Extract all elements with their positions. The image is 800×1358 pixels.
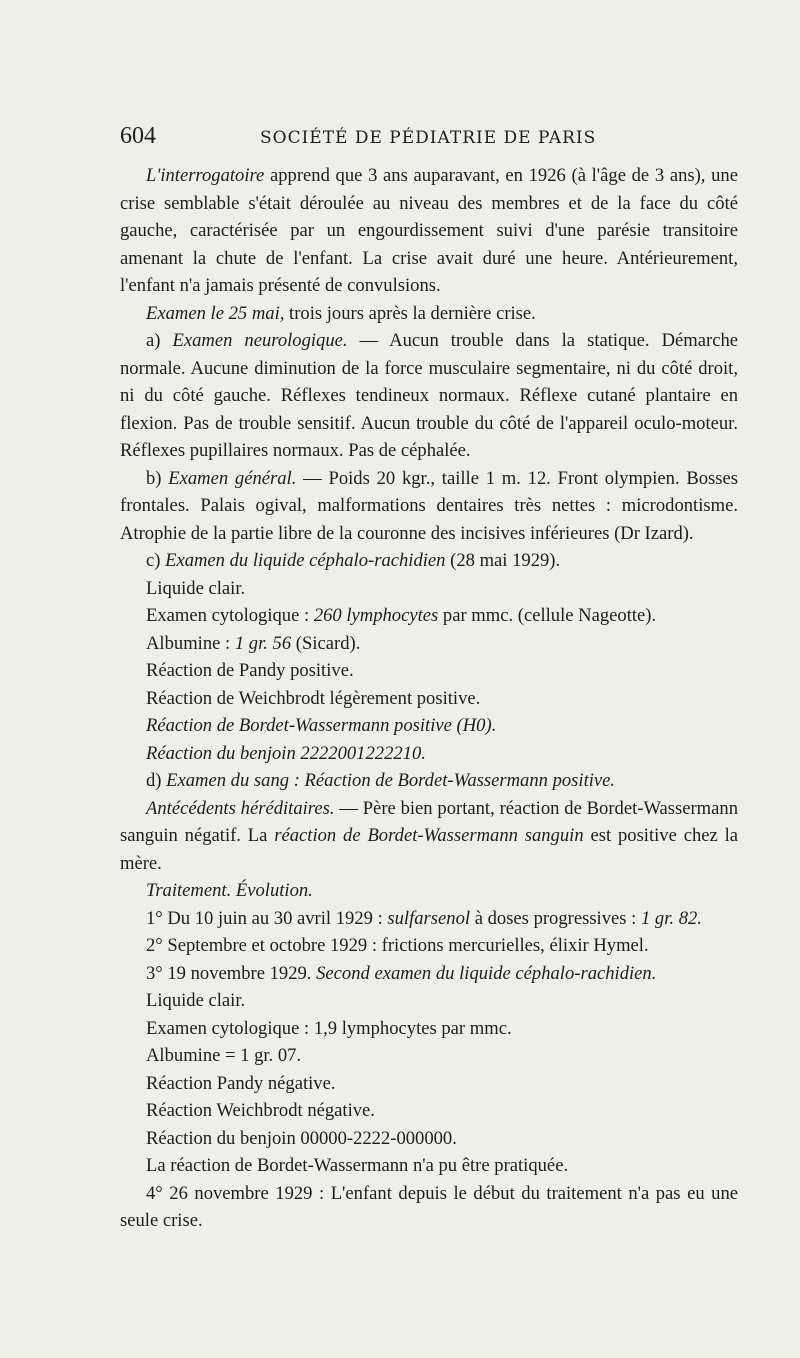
italic-term: Examen du liquide céphalo-rachidien — [165, 550, 446, 571]
text-line — [120, 960, 738, 988]
italic-term: Second examen du liquide céphalo-rachidien. — [316, 962, 657, 984]
text-span: — Aucun trouble dans la statique. Démarche normale. Aucune diminution de la force musculaire segmentaire, ni du côté droit, ni du côté gauche. Réflexes tendineux normaux. Réflexe cutané plantaire en flexion. Pas de trouble sensitif. Aucun trouble du côté de l'appareil oculo-moteur. Réflexes pupillaires normaux. Pas de céphalée. — [120, 330, 739, 461]
text-span: trois jours après la dernière crise. — [284, 302, 536, 324]
text-span: d) — [146, 770, 167, 791]
text-line: Liquide clair. — [146, 990, 246, 1011]
italic-term: L'interrogatoire — [146, 165, 265, 186]
text-span: 3° 19 novembre 1929. — [146, 962, 317, 984]
italic-term: 260 lymphocytes — [313, 605, 439, 626]
body-text — [120, 162, 738, 1235]
text-line: Traitement. Évolution. — [146, 880, 313, 901]
page-number: 604 — [120, 123, 156, 149]
running-title: SOCIÉTÉ DE PÉDIATRIE DE PARIS — [260, 128, 597, 148]
text-line: La réaction de Bordet-Wassermann n'a pu être pratiquée. — [146, 1155, 569, 1176]
paragraph — [120, 465, 738, 548]
text-line: Réaction du benjoin 2222001222210. — [146, 742, 426, 764]
text-span: Examen cytologique : — [146, 605, 314, 626]
text-line: Réaction de Bordet-Wassermann positive (H0). — [146, 715, 497, 736]
text-line — [120, 630, 738, 658]
italic-term: réaction de Bordet-Wassermann sanguin — [274, 825, 584, 846]
text-line — [120, 602, 738, 630]
text-span: apprend que 3 ans auparavant, en 1926 (à l'âge de 3 ans), une crise semblable s'était déroulée au niveau des membres et de la face du côté gauche, caractérisée par un engourdissement suivi d'une parésie transitoire amenant la chute de l'enfant. La crise avait duré une heure. Antérieurement, l'enfant n'a jamais présenté de convulsions. — [120, 165, 738, 296]
text-line: Liquide clair. — [146, 577, 246, 599]
text-span: Albumine : — [146, 632, 235, 654]
italic-term: Examen général. — [168, 467, 297, 489]
italic-term: sulfarsenol — [387, 907, 471, 929]
text-line: Réaction du benjoin 00000-2222-000000. — [146, 1127, 457, 1149]
text-line: 2° Septembre et octobre 1929 : frictions mercurielles, élixir Hymel. — [146, 935, 649, 956]
italic-term: Examen le 25 mai, — [146, 302, 285, 324]
text-span: à doses progressives : — [470, 907, 641, 929]
text-span: 1° Du 10 juin au 30 avril 1929 : — [146, 907, 388, 929]
text-span: est positive chez la mère. — [120, 825, 739, 874]
paragraph — [120, 547, 738, 575]
text-span: par mmc. (cellule Nageotte). — [438, 605, 657, 626]
paragraph: 4° 26 novembre 1929 : L'enfant depuis le début du traitement n'a pas eu une seule crise. — [120, 1182, 738, 1231]
text-span: c) — [146, 550, 166, 571]
paragraph — [120, 327, 738, 465]
italic-term: Antécédents héréditaires. — [146, 797, 335, 819]
text-line: Réaction de Pandy positive. — [146, 660, 354, 681]
text-line: Examen cytologique : 1,9 lymphocytes par mmc. — [146, 1017, 512, 1039]
text-span: b) — [146, 467, 169, 489]
text-span: a) — [146, 330, 173, 351]
text-line: Albumine = 1 gr. 07. — [146, 1045, 302, 1066]
text-line: Réaction Weichbrodt négative. — [146, 1100, 375, 1121]
paragraph — [120, 795, 738, 878]
italic-term: Examen du sang : Réaction de Bordet-Wassermann positive. — [166, 770, 616, 791]
italic-term: Examen neurologique. — [172, 330, 348, 351]
text-line — [120, 767, 738, 795]
text-span: (Sicard). — [291, 632, 361, 654]
text-span: — Poids 20 kgr., taille 1 m. 12. Front olympien. Bosses frontales. Palais ogival, malformations dentaires très nettes : microdontisme. Atrophie de la partie libre de la couronne des incisives inférieures (Dr Izard). — [120, 467, 739, 544]
text-span: (28 mai 1929). — [445, 550, 561, 571]
paragraph — [120, 905, 738, 933]
italic-term: 1 gr. 82. — [640, 907, 702, 929]
paragraph — [120, 162, 738, 300]
italic-term: 1 gr. 56 — [234, 632, 292, 654]
text-span: — Père bien portant, réaction de Bordet-Wassermann sanguin négatif. La — [120, 797, 738, 846]
text-line: Réaction de Weichbrodt légèrement positive. — [146, 687, 481, 709]
paragraph — [120, 300, 738, 328]
text-line: Réaction Pandy négative. — [146, 1072, 336, 1094]
